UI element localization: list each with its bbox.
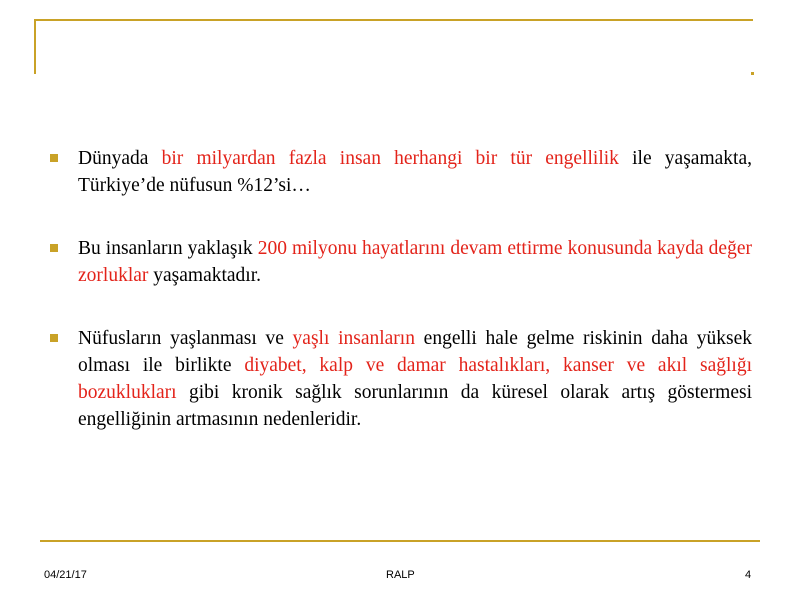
text-segment: engelli hale gelme riskinin daha yüksek olması ile birlikte — [78, 328, 753, 376]
highlighted-text-segment: 200 milyonu hayatlarını devam ettirme konusunda kayda değer zorluklar — [78, 238, 752, 286]
square-bullet-icon — [50, 154, 58, 162]
bullet-item — [48, 145, 752, 199]
highlighted-text-segment: yaşlı insanların — [292, 328, 415, 349]
title-frame-left-border — [34, 19, 36, 74]
title-frame-dot — [751, 72, 754, 75]
bullet-item — [48, 235, 752, 289]
bullet-text — [78, 238, 752, 286]
text-segment: gibi kronik sağlık sorunlarının da küresel olarak artış göstermesi engelliğinin artmasının nedenleridir. — [78, 382, 752, 430]
bullet-text — [78, 328, 752, 430]
square-bullet-icon — [50, 244, 58, 252]
text-segment: yaşamaktadır. — [148, 265, 262, 286]
bullet-list — [48, 145, 752, 433]
square-bullet-icon — [50, 334, 58, 342]
page-number: 4 — [745, 569, 752, 581]
bullet-item — [48, 325, 752, 433]
footer-date: 04/21/17 — [44, 569, 87, 581]
title-frame-top-border — [34, 19, 753, 21]
highlighted-text-segment: bir milyardan fazla insan herhangi bir tür engellilik — [161, 148, 619, 169]
text-segment: Dünyada — [78, 148, 162, 169]
bullet-text — [78, 148, 752, 196]
text-segment: Bu insanların yaklaşık — [78, 238, 258, 259]
footer-center-text: RALP — [386, 569, 415, 581]
highlighted-text-segment: diyabet, kalp ve damar hastalıkları, kanser ve akıl sağlığı bozuklukları — [78, 355, 752, 403]
footer-divider — [40, 540, 760, 542]
text-segment: Nüfusların yaşlanması ve — [78, 328, 293, 349]
text-segment: ile yaşamakta, Türkiye’de nüfusun %12’si… — [78, 148, 752, 196]
